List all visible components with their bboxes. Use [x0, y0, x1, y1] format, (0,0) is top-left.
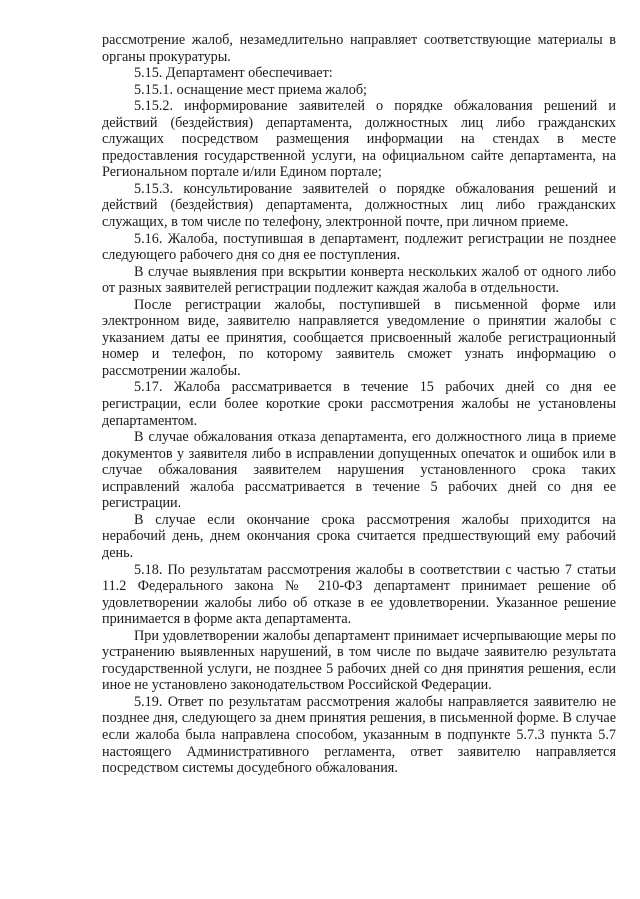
- paragraph-registration-notice: После регистрации жалобы, поступившей в письменной форме или электронном виде, заявителю направляется уведомление о принятии жалобы с указанием даты ее принятия, сообщается присвоенный жалобе регистрационный номер и телефон, по которому заявитель сможет узнать информацию о рассмотрении жалобы.: [102, 296, 616, 379]
- paragraph-5-15: 5.15. Департамент обеспечивает:: [134, 65, 333, 82]
- paragraph-5-19: 5.19. Ответ по результатам рассмотрения жалобы направляется заявителю не позднее дня, следующего за днем принятия решения, в письменной форме. В случае если жалоба была направлена способом, указанным в подпункте 5.7.3 пункта 5.7 настоящего Административного регламента, ответ заявителю направляется посредством системы досудебного обжалования.: [102, 693, 616, 777]
- paragraph-5-15-1: 5.15.1. оснащение мест приема жалоб;: [134, 81, 367, 98]
- paragraph-multiple-complaints: В случае выявления при вскрытии конверта нескольких жалоб от одного либо от разных заявителей регистрации подлежит каждая жалоба в отдельности.: [102, 263, 616, 297]
- paragraph-5-16: 5.16. Жалоба, поступившая в департамент, подлежит регистрации не позднее следующего рабочего дня со дня ее поступления.: [102, 230, 616, 264]
- paragraph-5-15-2: 5.15.2. информирование заявителей о порядке обжалования решений и действий (бездействия) департамента, должностных лиц либо гражданских служащих посредством размещения информации на стендах в месте предоставления государственной услуги, на официальном сайте департамента, на Региональном портале и/или Едином портале;: [102, 98, 616, 181]
- paragraph-5-17: 5.17. Жалоба рассматривается в течение 15 рабочих дней со дня ее регистрации, если более короткие сроки рассмотрения жалобы не установлены департаментом.: [102, 379, 616, 429]
- paragraph-nonworking-day: В случае если окончание срока рассмотрения жалобы приходится на нерабочий день, днем окончания срока считается предшествующий ему рабочий день.: [102, 511, 616, 561]
- paragraph-continuation: рассмотрение жалоб, незамедлительно направляет соответствующие материалы в органы прокуратуры.: [102, 32, 616, 65]
- paragraph-satisfaction: При удовлетворении жалобы департамент принимает исчерпывающие меры по устранению выявленных нарушений, в том числе по выдаче заявителю результата государственной услуги, не позднее 5 рабочих дней со дня принятия решения, если иное не установлено законодательством Российской Федерации.: [102, 627, 616, 694]
- document-page: [102, 32, 616, 777]
- paragraph-refusal-appeal: В случае обжалования отказа департамента, его должностного лица в приеме документов у заявителя либо в исправлении допущенных опечаток и ошибок или в случае обжалования заявителем нарушения установленного срока таких исправлений жалоба рассматривается в течение 5 рабочих дней со дня ее регистрации.: [102, 429, 616, 512]
- paragraph-5-18: 5.18. По результатам рассмотрения жалобы в соответствии с частью 7 статьи 11.2 Федерального закона № 210-ФЗ департамент принимает решение об удовлетворении жалобы либо об отказе в ее удовлетворении. Указанное решение принимается в форме акта департамента.: [102, 561, 616, 628]
- paragraph-5-15-3: 5.15.3. консультирование заявителей о порядке обжалования решений и действий (бездействия) департамента, должностных лиц либо гражданских служащих, в том числе по телефону, электронной почте, при личном приеме.: [102, 180, 616, 231]
